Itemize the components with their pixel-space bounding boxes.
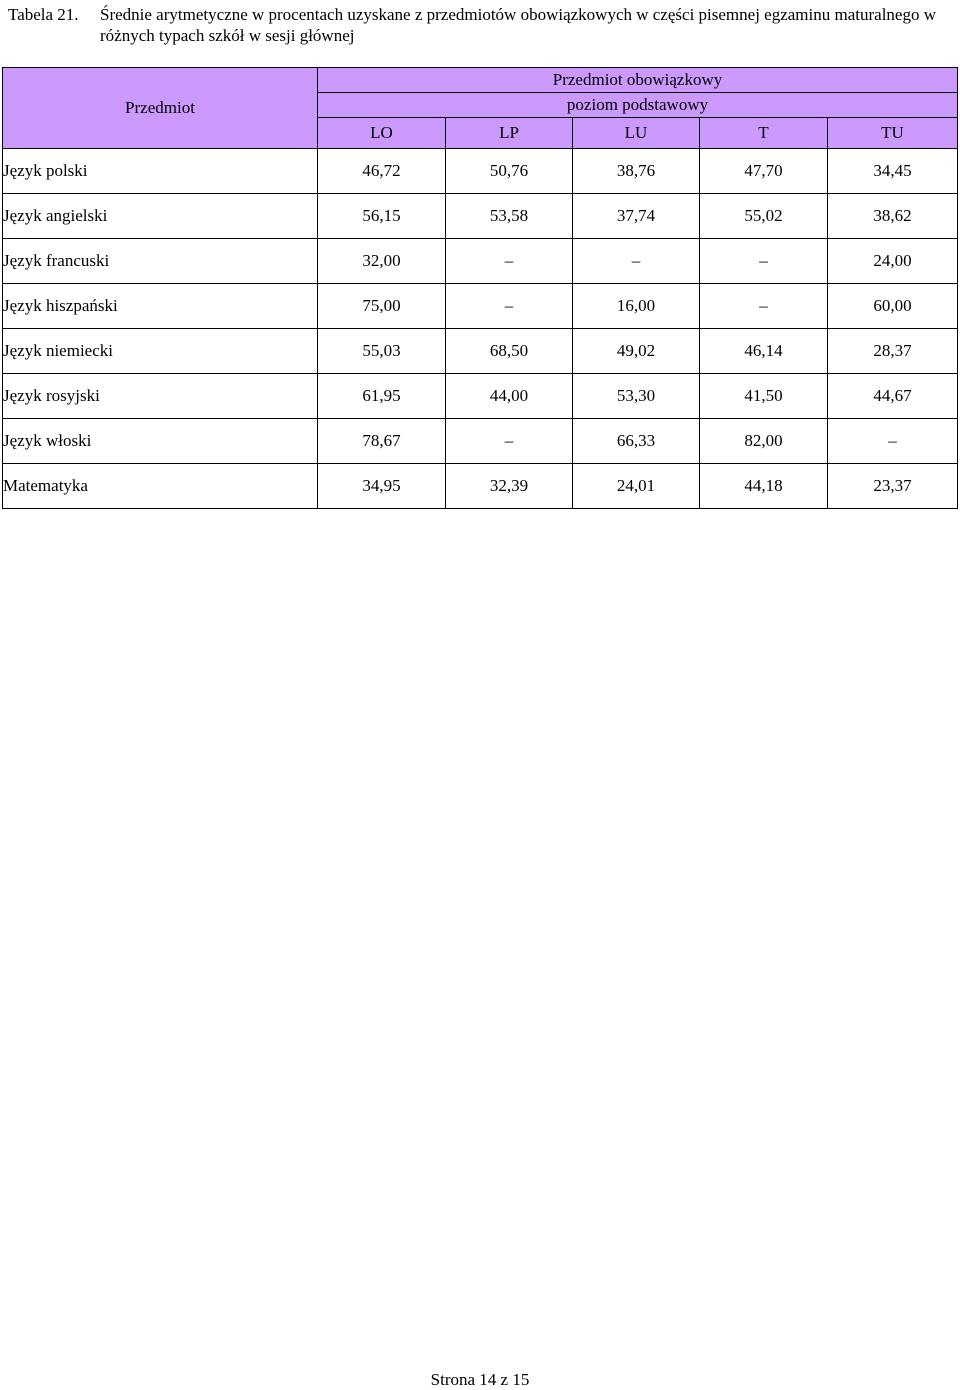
value-cell: 44,00: [446, 374, 573, 419]
subject-cell: Język hiszpański: [3, 284, 318, 329]
column-header: LP: [446, 118, 573, 149]
value-cell: –: [700, 239, 828, 284]
level-header: poziom podstawowy: [318, 93, 958, 118]
page-number: Strona 14 z 15: [430, 1370, 530, 1389]
value-cell: 28,37: [828, 329, 958, 374]
table-row: [3, 149, 958, 194]
value-cell: 46,14: [700, 329, 828, 374]
value-cell: –: [446, 284, 573, 329]
value-cell: 38,76: [573, 149, 700, 194]
value-cell: 24,01: [573, 464, 700, 509]
value-cell: 66,33: [573, 419, 700, 464]
value-cell: 38,62: [828, 194, 958, 239]
value-cell: –: [573, 239, 700, 284]
value-cell: 55,02: [700, 194, 828, 239]
table-row: [3, 239, 958, 284]
table-row: [3, 464, 958, 509]
value-cell: –: [700, 284, 828, 329]
table-caption: [8, 4, 952, 46]
value-cell: 44,18: [700, 464, 828, 509]
value-cell: 32,00: [318, 239, 446, 284]
subject-cell: Język polski: [3, 149, 318, 194]
caption-text: Średnie arytmetyczne w procentach uzyskane z przedmiotów obowiązkowych w części pisemnej egzaminu maturalnego w różnych typach szkół w sesji głównej: [100, 5, 936, 45]
column-header: LU: [573, 118, 700, 149]
group-header: Przedmiot obowiązkowy: [318, 68, 958, 93]
value-cell: 56,15: [318, 194, 446, 239]
table-row: [3, 329, 958, 374]
subject-cell: Matematyka: [3, 464, 318, 509]
value-cell: 53,58: [446, 194, 573, 239]
value-cell: 47,70: [700, 149, 828, 194]
value-cell: 23,37: [828, 464, 958, 509]
value-cell: 78,67: [318, 419, 446, 464]
table-row: [3, 419, 958, 464]
value-cell: 50,76: [446, 149, 573, 194]
table-row: [3, 194, 958, 239]
subject-column-header: Przedmiot: [3, 68, 318, 149]
value-cell: 34,45: [828, 149, 958, 194]
value-cell: 34,95: [318, 464, 446, 509]
subject-cell: Język angielski: [3, 194, 318, 239]
subject-cell: Język włoski: [3, 419, 318, 464]
column-header: TU: [828, 118, 958, 149]
results-table: [2, 67, 958, 509]
value-cell: –: [446, 239, 573, 284]
subject-cell: Język rosyjski: [3, 374, 318, 419]
value-cell: 46,72: [318, 149, 446, 194]
value-cell: 24,00: [828, 239, 958, 284]
value-cell: 60,00: [828, 284, 958, 329]
value-cell: 55,03: [318, 329, 446, 374]
value-cell: 49,02: [573, 329, 700, 374]
table-row: [3, 374, 958, 419]
column-header: LO: [318, 118, 446, 149]
subject-cell: Język niemiecki: [3, 329, 318, 374]
value-cell: –: [828, 419, 958, 464]
value-cell: 32,39: [446, 464, 573, 509]
value-cell: 41,50: [700, 374, 828, 419]
value-cell: 82,00: [700, 419, 828, 464]
subject-cell: Język francuski: [3, 239, 318, 284]
caption-prefix: Tabela 21.: [8, 5, 79, 24]
table-row: [3, 284, 958, 329]
value-cell: 53,30: [573, 374, 700, 419]
value-cell: 16,00: [573, 284, 700, 329]
value-cell: 68,50: [446, 329, 573, 374]
value-cell: –: [446, 419, 573, 464]
value-cell: 61,95: [318, 374, 446, 419]
value-cell: 44,67: [828, 374, 958, 419]
value-cell: 75,00: [318, 284, 446, 329]
column-header: T: [700, 118, 828, 149]
value-cell: 37,74: [573, 194, 700, 239]
